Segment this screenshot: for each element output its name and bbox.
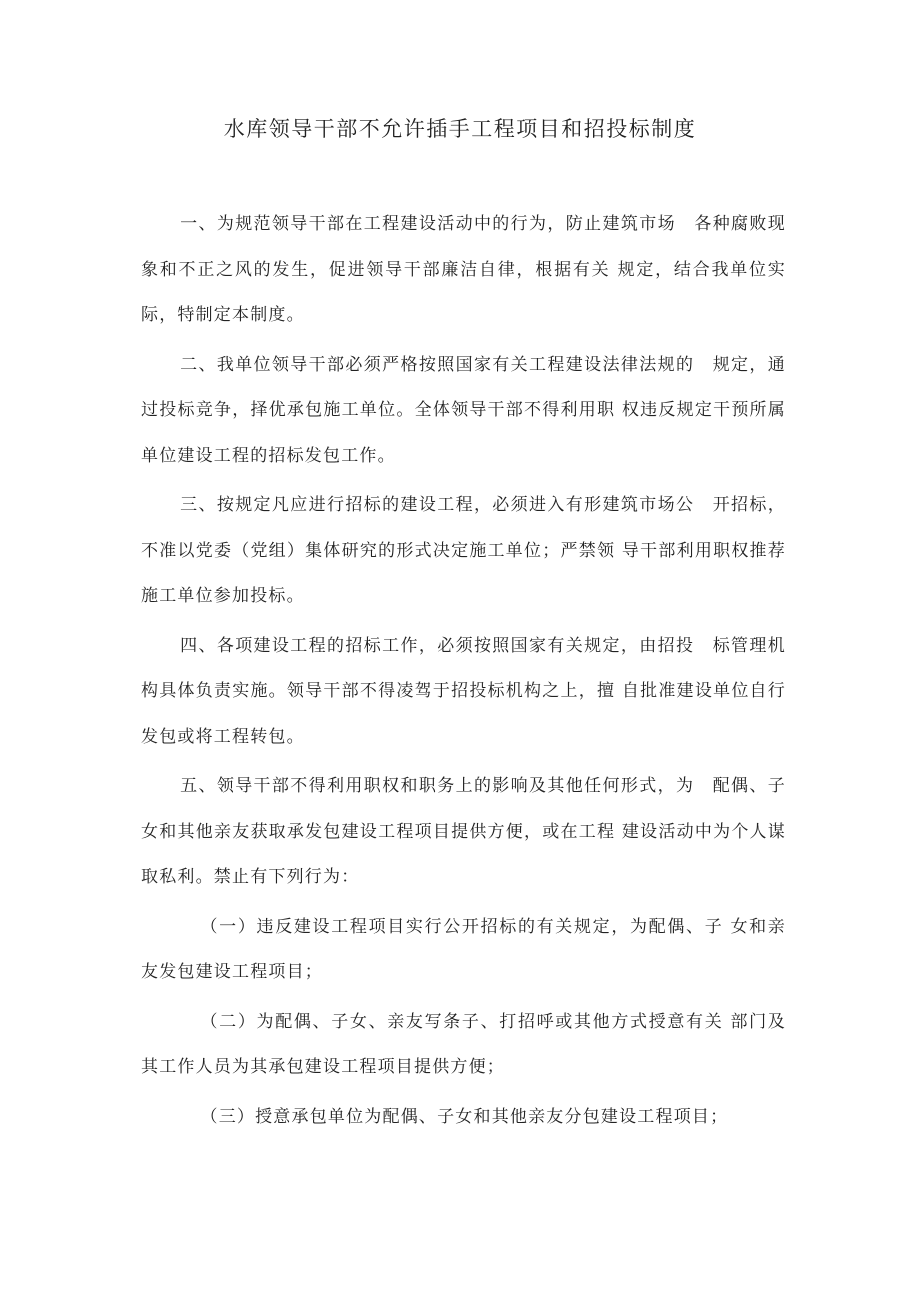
document-body (141, 202, 786, 1144)
sub-item-1: （一）违反建设工程项目实行公开招标的有关规定，为配偶、子 女和亲友发包建设工程项目； (141, 916, 786, 982)
sub-item-2: （二）为配偶、子女、亲友写条子、打招呼或其他方式授意有关 部门及其工作人员为其承包建设工程项目提供方便； (141, 1011, 786, 1077)
paragraph-5: 五、领导干部不得利用职权和职务上的影响及其他任何形式，为 配偶、子女和其他亲友获取承发包建设工程项目提供方便，或在工程 建设活动中为个人谋取私利。禁止有下列行为： (141, 776, 786, 887)
paragraph-1: 一、为规范领导干部在工程建设活动中的行为，防止建筑市场 各种腐败现象和不正之风的发生，促进领导干部廉洁自律，根据有关 规定，结合我单位实际，特制定本制度。 (141, 214, 786, 325)
paragraph-2: 二、我单位领导干部必须严格按照国家有关工程建设法律法规的 规定，通过投标竞争，择优承包施工单位。全体领导干部不得利用职 权违反规定干预所属单位建设工程的招标发包工作。 (141, 354, 786, 466)
paragraph-3: 三、按规定凡应进行招标的建设工程，必须进入有形建筑市场公 开招标，不准以党委（党组）集体研究的形式决定施工单位；严禁领 导干部利用职权推荐施工单位参加投标。 (141, 495, 786, 606)
paragraph-4: 四、各项建设工程的招标工作，必须按照国家有关规定，由招投 标管理机构具体负责实施。领导干部不得凌驾于招投标机构之上，擅 自批准建设单位自行发包或将工程转包。 (141, 635, 786, 747)
sub-item-3: （三）授意承包单位为配偶、子女和其他亲友分包建设工程项目； (200, 1106, 729, 1127)
document-title: 水库领导干部不允许插手工程项目和招投标制度 (223, 117, 697, 141)
